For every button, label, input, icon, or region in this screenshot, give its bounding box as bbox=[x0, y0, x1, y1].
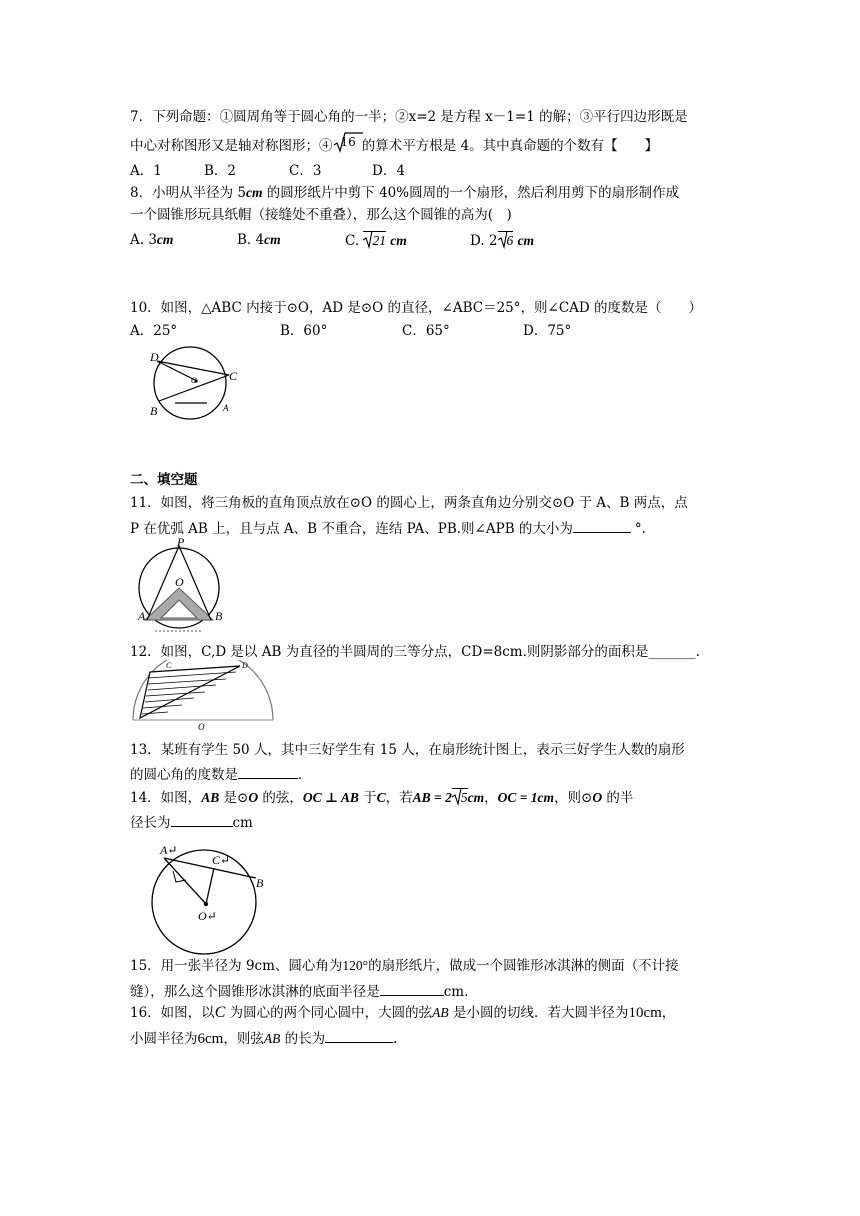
q15-line2 bbox=[130, 981, 468, 1001]
q15-line2-b: cm. bbox=[443, 984, 469, 1000]
q16-small-radius: 6cm bbox=[197, 1031, 224, 1047]
q14-line1: 14．如图，AB 是⊙O 的弦，OC ⊥ AB 于C，若AB = 2 5cm，OC = 1cm，则⊙O 的半 bbox=[130, 790, 634, 806]
q15-answer-blank bbox=[380, 981, 444, 996]
q13-line1: 13．某班有学生 50 人，其中三好学生有 15 人，在扇形统计图上，表示三好学生人数的扇形 bbox=[130, 742, 685, 758]
q16-line1-c: 是小圆的切线．若大圆半径为 bbox=[448, 1005, 629, 1021]
q14-line2-b: cm bbox=[232, 815, 253, 831]
q7-option-d: D．4 bbox=[372, 163, 405, 179]
q11-label-a: A bbox=[138, 609, 146, 623]
q10-figure bbox=[145, 345, 245, 425]
q14-line1-e: ，若 bbox=[385, 790, 413, 806]
sqrt-sign-icon bbox=[452, 788, 462, 806]
q8-opt-c-text: C. bbox=[345, 233, 364, 249]
q14-line1-f: ，则⊙ bbox=[554, 790, 593, 806]
q8-opt-c-unit: cm bbox=[390, 233, 407, 248]
q10-option-b: B．60° bbox=[280, 323, 328, 339]
q16-line2-c: 的长为 bbox=[280, 1031, 326, 1047]
q14-line2-a: 径长为 bbox=[130, 815, 171, 831]
q15-line1-b: 的扇形纸片，做成一个圆锥形冰淇淋的侧面（不计接 bbox=[368, 958, 679, 974]
section-title-fill-in: 二、填空题 bbox=[130, 472, 198, 488]
q10-line1: 10．如图，△ABC 内接于⊙O，AD 是⊙O 的直径，∠ABC＝25°，则∠CAD 的度数是（ ） bbox=[130, 300, 703, 316]
q7-sqrt-radicand: 16 bbox=[340, 135, 356, 149]
q10-label-a: A bbox=[223, 403, 229, 413]
q14-figure bbox=[146, 840, 276, 955]
q14-o: O bbox=[248, 790, 259, 805]
q10-option-a: A．25° bbox=[130, 323, 178, 339]
q16-big-radius: 10cm bbox=[628, 1005, 662, 1021]
q8-unit: cm bbox=[245, 185, 263, 200]
q8-line1 bbox=[130, 184, 679, 202]
q8-line1-a: 8．小明从半径为 5 bbox=[130, 185, 246, 201]
q14-line1-a: 14．如图， bbox=[130, 790, 202, 806]
q16-line2-d: . bbox=[393, 1031, 398, 1047]
q7-line2-b: 的算术平方根是 4。其中真命题的个数有【 】 bbox=[361, 138, 659, 154]
q14-line1-c: 的弦， bbox=[258, 790, 303, 806]
q12-label-d: D bbox=[242, 661, 248, 670]
sqrt-sign-icon bbox=[363, 231, 373, 249]
q8-option-d bbox=[470, 231, 534, 250]
q14-oc-perp-ab: OC ⊥ AB bbox=[302, 790, 359, 805]
q14-eq1-unit: cm bbox=[467, 790, 485, 805]
q14-line2 bbox=[130, 812, 253, 832]
q7-option-a: A．1 bbox=[130, 163, 162, 179]
q8-opt-c-radicand: 21 bbox=[372, 233, 386, 248]
q8-option-a bbox=[130, 231, 173, 249]
q16-line1-d: ， bbox=[661, 1005, 676, 1021]
q14-o-2: O bbox=[592, 790, 603, 805]
q8-line1-b: 的圆形纸片中剪下 40%圆周的一个扇形，然后利用剪下的扇形制作成 bbox=[262, 185, 680, 201]
q12-figure bbox=[128, 660, 278, 732]
q14-label-c: C↵ bbox=[212, 853, 231, 867]
q8-opt-d-text: D. 2 bbox=[470, 233, 498, 249]
q8-option-b bbox=[237, 231, 281, 249]
q8-opt-a-text: A. 3 bbox=[130, 232, 157, 248]
q10-label-b: B bbox=[150, 404, 158, 418]
q10-label-d: D bbox=[150, 350, 159, 364]
q16-line2 bbox=[130, 1028, 397, 1048]
q14-c: C bbox=[376, 790, 386, 805]
q8-opt-c-sqrt bbox=[363, 231, 386, 250]
q7-sqrt bbox=[333, 137, 356, 155]
q14-ab: AB bbox=[201, 790, 220, 805]
q11-answer-blank bbox=[573, 518, 631, 533]
q7-line2-a: 中心对称图形又是轴对称图形；④ bbox=[130, 138, 333, 154]
q14-label-a: A↵ bbox=[160, 843, 178, 857]
q16-line2-a: 小圆半径为 bbox=[130, 1031, 198, 1047]
q13-answer-blank bbox=[238, 764, 298, 779]
q13-line2 bbox=[130, 764, 312, 784]
q14-line1-g: 的半 bbox=[602, 790, 634, 806]
sqrt-sign-icon bbox=[498, 231, 508, 249]
q8-opt-b-unit: cm bbox=[264, 232, 281, 247]
q14-answer-blank bbox=[171, 812, 233, 827]
q13-line2-a: 的圆心角的度数是 bbox=[130, 767, 238, 783]
q15-line1-a: 15．用一张半径为 9cm、圆心角为 bbox=[130, 958, 343, 974]
q15-line1 bbox=[130, 957, 679, 975]
q10-option-d: D．75° bbox=[523, 323, 572, 339]
q8-opt-b-text: B. 4 bbox=[237, 232, 265, 248]
q11-line1: 11．如图，将三角板的直角顶点放在⊙O 的圆心上，两条直角边分别交⊙O 于 A、B 两点，点 bbox=[130, 495, 688, 511]
q16-c: C bbox=[214, 1004, 226, 1021]
q12-label-o: O bbox=[198, 722, 205, 732]
q16-answer-blank bbox=[325, 1028, 393, 1043]
q8-opt-a-unit: cm bbox=[156, 232, 174, 247]
q11-label-p: P bbox=[177, 538, 185, 549]
q16-line2-b: ，则弦 bbox=[223, 1031, 264, 1047]
q12-label-c: C bbox=[166, 661, 172, 670]
q7-line1: 7．下列命题：①圆周角等于圆心角的一半；②x=2 是方程 x－1=1 的解；③平行四边形既是 bbox=[130, 109, 688, 125]
q15-line2-a: 缝），那么这个圆锥形冰淇淋的底面半径是 bbox=[130, 984, 380, 1000]
q13-line2-b: ． bbox=[298, 767, 312, 783]
q8-opt-d-sqrt bbox=[498, 231, 514, 250]
q11-label-o: O bbox=[175, 575, 184, 589]
q14-label-o: O↵ bbox=[198, 909, 217, 923]
q14-line1-d: 于 bbox=[358, 790, 377, 806]
q11-line2-b: °． bbox=[634, 521, 656, 537]
q16-ab: AB bbox=[432, 1005, 449, 1020]
q15-angle: 120° bbox=[342, 958, 369, 973]
q11-figure bbox=[135, 538, 235, 638]
q14-label-b: B bbox=[256, 876, 264, 890]
q10-label-c: C bbox=[229, 369, 238, 383]
q8-option-c bbox=[345, 231, 407, 250]
q16-line1 bbox=[130, 1004, 675, 1022]
q12-line1: 12．如图，C,D 是以 AB 为直径的半圆周的三等分点，CD=8cm.则阴影部分的面积是_______. bbox=[130, 644, 700, 660]
q8-opt-d-unit: cm bbox=[517, 233, 535, 248]
q8-opt-d-radicand: 6 bbox=[506, 233, 514, 248]
q11-label-b: B bbox=[215, 609, 223, 623]
q7-option-c: C．3 bbox=[289, 163, 322, 179]
q7-option-b: B．2 bbox=[204, 163, 237, 179]
q14-line1-b: 是⊙ bbox=[219, 790, 249, 806]
q14-sqrt-radicand: 5 bbox=[460, 790, 468, 805]
q11-line2 bbox=[130, 518, 655, 538]
q16-line1-b: 为圆心的两个同心圆中，大圆的弦 bbox=[225, 1005, 433, 1021]
q8-line2: 一个圆锥形玩具纸帽（接缝处不重叠），那么这个圆锥的高为( ) bbox=[130, 207, 512, 223]
q7-line2 bbox=[130, 137, 658, 155]
q10-label-o: O bbox=[191, 376, 197, 385]
q16-ab-2: AB bbox=[263, 1031, 281, 1046]
q14-sqrt bbox=[452, 788, 468, 807]
q11-line2-a: P 在优弧 AB 上，且与点 A、B 不重合，连结 PA、PB.则∠APB 的大小为 bbox=[130, 521, 573, 537]
q14-eq2: OC = 1cm bbox=[497, 790, 555, 805]
q16-line1-a: 16．如图，以 bbox=[130, 1005, 215, 1021]
q14-eq1: AB = 2 bbox=[412, 790, 452, 805]
q10-option-c: C．65° bbox=[402, 323, 450, 339]
